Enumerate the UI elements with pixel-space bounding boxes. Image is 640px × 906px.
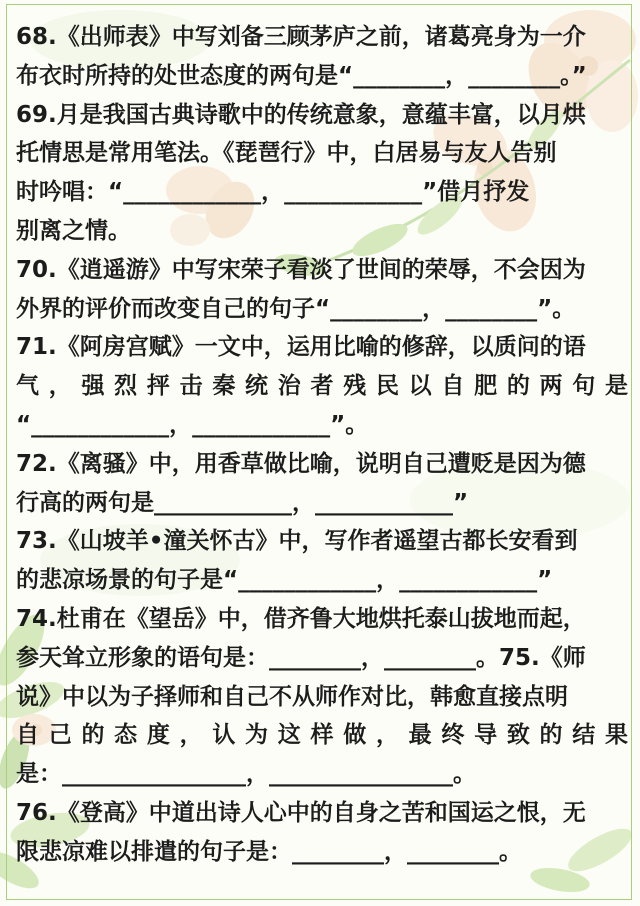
question-71-line-3: “____________，____________”。	[16, 411, 369, 438]
question-69-line-3: 时吟唱：“____________，____________”借月抒发	[16, 179, 530, 206]
question-68-line-2: 布衣时所持的处世态度的两句是“________，________。”	[16, 62, 587, 89]
question-71-line-1: 71.《阿房宫赋》一文中，运用比喻的修辞，以质问的语	[16, 334, 586, 361]
question-74-line-1: 74.杜甫在《望岳》中，借齐鲁大地烘托泰山拔地而起，	[16, 605, 586, 632]
question-73-line-2: 的悲凉场景的句子是“____________，____________”	[16, 567, 553, 594]
question-76-line-1: 76.《登高》中道出诗人心中的自身之苦和国运之恨，无	[16, 799, 586, 826]
question-69-line-4: 别离之情。	[16, 217, 131, 244]
question-76-line-2: 限悲凉难以排遣的句子是：________，________。	[16, 838, 522, 865]
question-69-line-1: 69.月是我国古典诗歌中的传统意象，意蕴丰富，以月烘	[16, 101, 586, 128]
question-70-line-2: 外界的评价而改变自己的句子“________，________”。	[16, 295, 576, 322]
question-71-line-2: 气，强烈抨击秦统治者残民以自肥的两句是	[16, 373, 628, 400]
question-list	[16, 18, 628, 872]
question-74-line-2: 参天耸立形象的语句是：________，________。75.《师	[16, 644, 586, 671]
question-75-line-3: 是：________________，________________。	[16, 761, 476, 788]
question-72-line-1: 72.《离骚》中，用香草做比喻，说明自己遭贬是因为德	[16, 450, 586, 477]
question-75-line-1: 说》中以为子择师和自己不从师作对比，韩愈直接点明	[16, 683, 568, 710]
question-68-line-1: 68.《出师表》中写刘备三顾茅庐之前，诸葛亮身为一介	[16, 24, 586, 50]
question-69-line-2: 托情思是常用笔法。《琵琶行》中，白居易与友人告别	[16, 140, 557, 167]
question-72-line-2: 行高的两句是____________，____________”	[16, 489, 469, 516]
question-70-line-1: 70.《逍遥游》中写宋荣子看淡了世间的荣辱，不会因为	[16, 256, 586, 283]
question-73-line-1: 73.《山坡羊•潼关怀古》中，写作者遥望古都长安看到	[16, 528, 578, 555]
question-75-line-2: 自己的态度，认为这样做，最终导致的结果	[16, 722, 628, 749]
